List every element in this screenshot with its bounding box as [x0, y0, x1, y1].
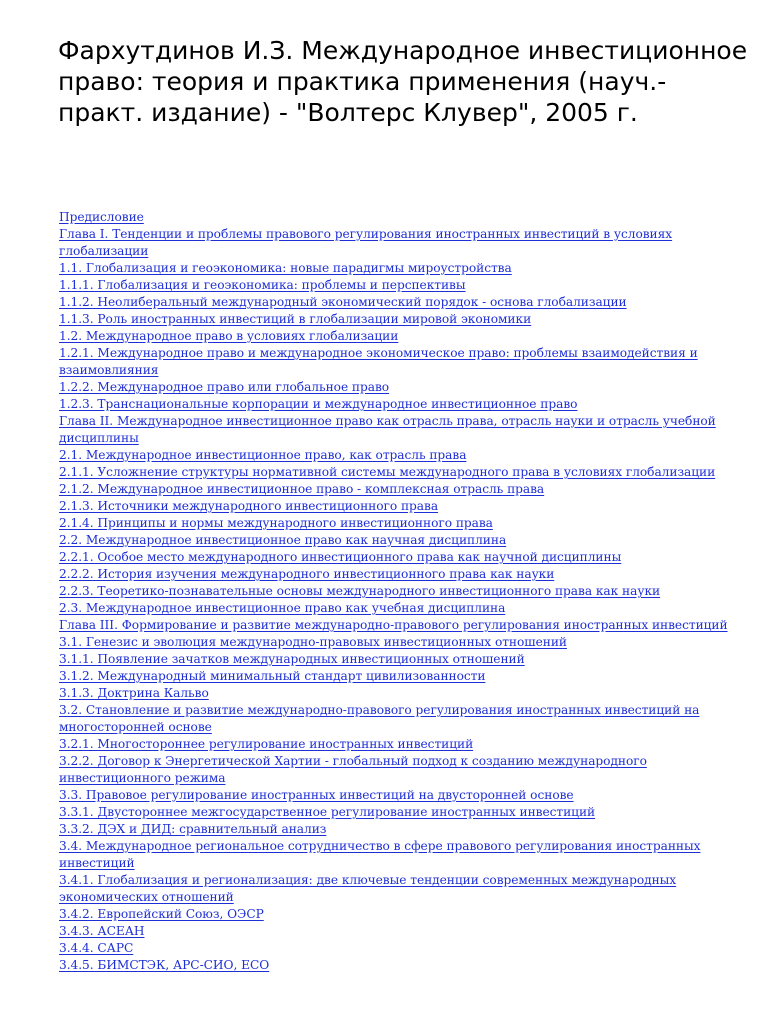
toc-item	[59, 481, 749, 498]
toc-link[interactable]: 3.1.3. Доктрина Кальво	[59, 686, 209, 700]
toc-link[interactable]: 1.2. Международное право в условиях глобализации	[59, 329, 399, 343]
toc-item	[59, 685, 749, 702]
toc-link[interactable]: 2.2. Международное инвестиционное право как научная дисциплина	[59, 533, 507, 547]
toc-link[interactable]: 1.1.1. Глобализация и геоэкономика: проблемы и перспективы	[59, 278, 466, 292]
toc-item	[59, 515, 749, 532]
toc-item	[59, 345, 749, 379]
toc-item	[59, 906, 749, 923]
toc-item	[59, 566, 749, 583]
toc-item	[59, 260, 749, 277]
toc-item	[59, 787, 749, 804]
toc-item	[59, 311, 749, 328]
toc-item	[59, 940, 749, 957]
toc-item	[59, 549, 749, 566]
toc-item	[59, 872, 749, 906]
toc-item	[59, 209, 749, 226]
toc-link[interactable]: 1.2.3. Транснациональные корпорации и международное инвестиционное право	[59, 397, 578, 411]
toc-link[interactable]: Глава I. Тенденции и проблемы правового регулирования иностранных инвестиций в условиях глобализации	[59, 227, 673, 258]
toc-link[interactable]: 2.2.3. Теоретико-познавательные основы международного инвестиционного права как науки	[59, 584, 661, 598]
toc-link[interactable]: 3.4.2. Европейский Союз, ОЭСР	[59, 907, 264, 921]
toc-link[interactable]: 3.4.4. САРС	[59, 941, 134, 955]
document-title: Фархутдинов И.З. Международное инвестиционное право: теория и практика применения (науч.-практ. издание) - "Волтерс Клувер", 2005 г.	[58, 36, 748, 127]
toc-link[interactable]: 3.2.2. Договор к Энергетической Хартии - глобальный подход к созданию международного инвестиционного режима	[59, 754, 647, 785]
table-of-contents	[59, 209, 749, 974]
toc-link[interactable]: 2.1.4. Принципы и нормы международного инвестиционного права	[59, 516, 493, 530]
toc-item	[59, 804, 749, 821]
toc-link[interactable]: 2.1.1. Усложнение структуры нормативной системы международного права в условиях глобализации	[59, 465, 716, 479]
toc-link[interactable]: Глава II. Международное инвестиционное право как отрасль права, отрасль науки и отрасль учебной дисциплины	[59, 414, 716, 445]
toc-item	[59, 600, 749, 617]
toc-link[interactable]: Предисловие	[59, 210, 144, 224]
toc-item	[59, 413, 749, 447]
toc-link[interactable]: 3.1. Генезис и эволюция международно-правовых инвестиционных отношений	[59, 635, 567, 649]
toc-link[interactable]: 3.4.1. Глобализация и регионализация: две ключевые тенденции современных международных экономических отношений	[59, 873, 677, 904]
toc-item	[59, 396, 749, 413]
toc-item	[59, 753, 749, 787]
toc-link[interactable]: 3.2. Становление и развитие международно-правового регулирования иностранных инвестиций на многосторонней основе	[59, 703, 700, 734]
toc-link[interactable]: 2.2.2. История изучения международного инвестиционного права как науки	[59, 567, 555, 581]
toc-link[interactable]: 2.2.1. Особое место международного инвестиционного права как научной дисциплины	[59, 550, 622, 564]
toc-item	[59, 498, 749, 515]
toc-link[interactable]: 1.2.1. Международное право и международное экономическое право: проблемы взаимодействия и взаимовлияния	[59, 346, 698, 377]
toc-item	[59, 702, 749, 736]
toc-item	[59, 583, 749, 600]
toc-item	[59, 532, 749, 549]
toc-link[interactable]: 1.1.3. Роль иностранных инвестиций в глобализации мировой экономики	[59, 312, 532, 326]
toc-link[interactable]: 1.1.2. Неолиберальный международный экономический порядок - основа глобализации	[59, 295, 627, 309]
toc-item	[59, 736, 749, 753]
toc-link[interactable]: 2.3. Международное инвестиционное право как учебная дисциплина	[59, 601, 506, 615]
toc-link[interactable]: 3.4.5. БИМСТЭК, АРС-СИО, ЕСО	[59, 958, 270, 972]
toc-link[interactable]: 3.3.2. ДЭХ и ДИД: сравнительный анализ	[59, 822, 327, 836]
toc-link[interactable]: 3.3.1. Двустороннее межгосударственное регулирование иностранных инвестиций	[59, 805, 596, 819]
toc-item	[59, 447, 749, 464]
toc-link[interactable]: 3.3. Правовое регулирование иностранных инвестиций на двусторонней основе	[59, 788, 574, 802]
toc-item	[59, 294, 749, 311]
toc-item	[59, 226, 749, 260]
toc-link[interactable]: 2.1.3. Источники международного инвестиционного права	[59, 499, 439, 513]
toc-link[interactable]: 1.1. Глобализация и геоэкономика: новые парадигмы мироустройства	[59, 261, 512, 275]
toc-item	[59, 617, 749, 634]
toc-link[interactable]: 2.1.2. Международное инвестиционное право - комплексная отрасль права	[59, 482, 545, 496]
toc-link[interactable]: 3.1.1. Появление зачатков международных инвестиционных отношений	[59, 652, 525, 666]
toc-item	[59, 957, 749, 974]
toc-item	[59, 923, 749, 940]
toc-item	[59, 821, 749, 838]
toc-link[interactable]: 2.1. Международное инвестиционное право, как отрасль права	[59, 448, 467, 462]
toc-item	[59, 651, 749, 668]
toc-item	[59, 328, 749, 345]
toc-item	[59, 277, 749, 294]
toc-item	[59, 379, 749, 396]
toc-link[interactable]: Глава III. Формирование и развитие международно-правового регулирования иностранных инвестиций	[59, 618, 728, 632]
toc-item	[59, 634, 749, 651]
toc-link[interactable]: 3.2.1. Многостороннее регулирование иностранных инвестиций	[59, 737, 474, 751]
toc-link[interactable]: 1.2.2. Международное право или глобальное право	[59, 380, 390, 394]
toc-link[interactable]: 3.4.3. АСЕАН	[59, 924, 145, 938]
toc-item	[59, 464, 749, 481]
toc-item	[59, 838, 749, 872]
toc-link[interactable]: 3.1.2. Международный минимальный стандарт цивилизованности	[59, 669, 486, 683]
toc-link[interactable]: 3.4. Международное региональное сотрудничество в сфере правового регулирования иностранных инвестиций	[59, 839, 701, 870]
toc-item	[59, 668, 749, 685]
